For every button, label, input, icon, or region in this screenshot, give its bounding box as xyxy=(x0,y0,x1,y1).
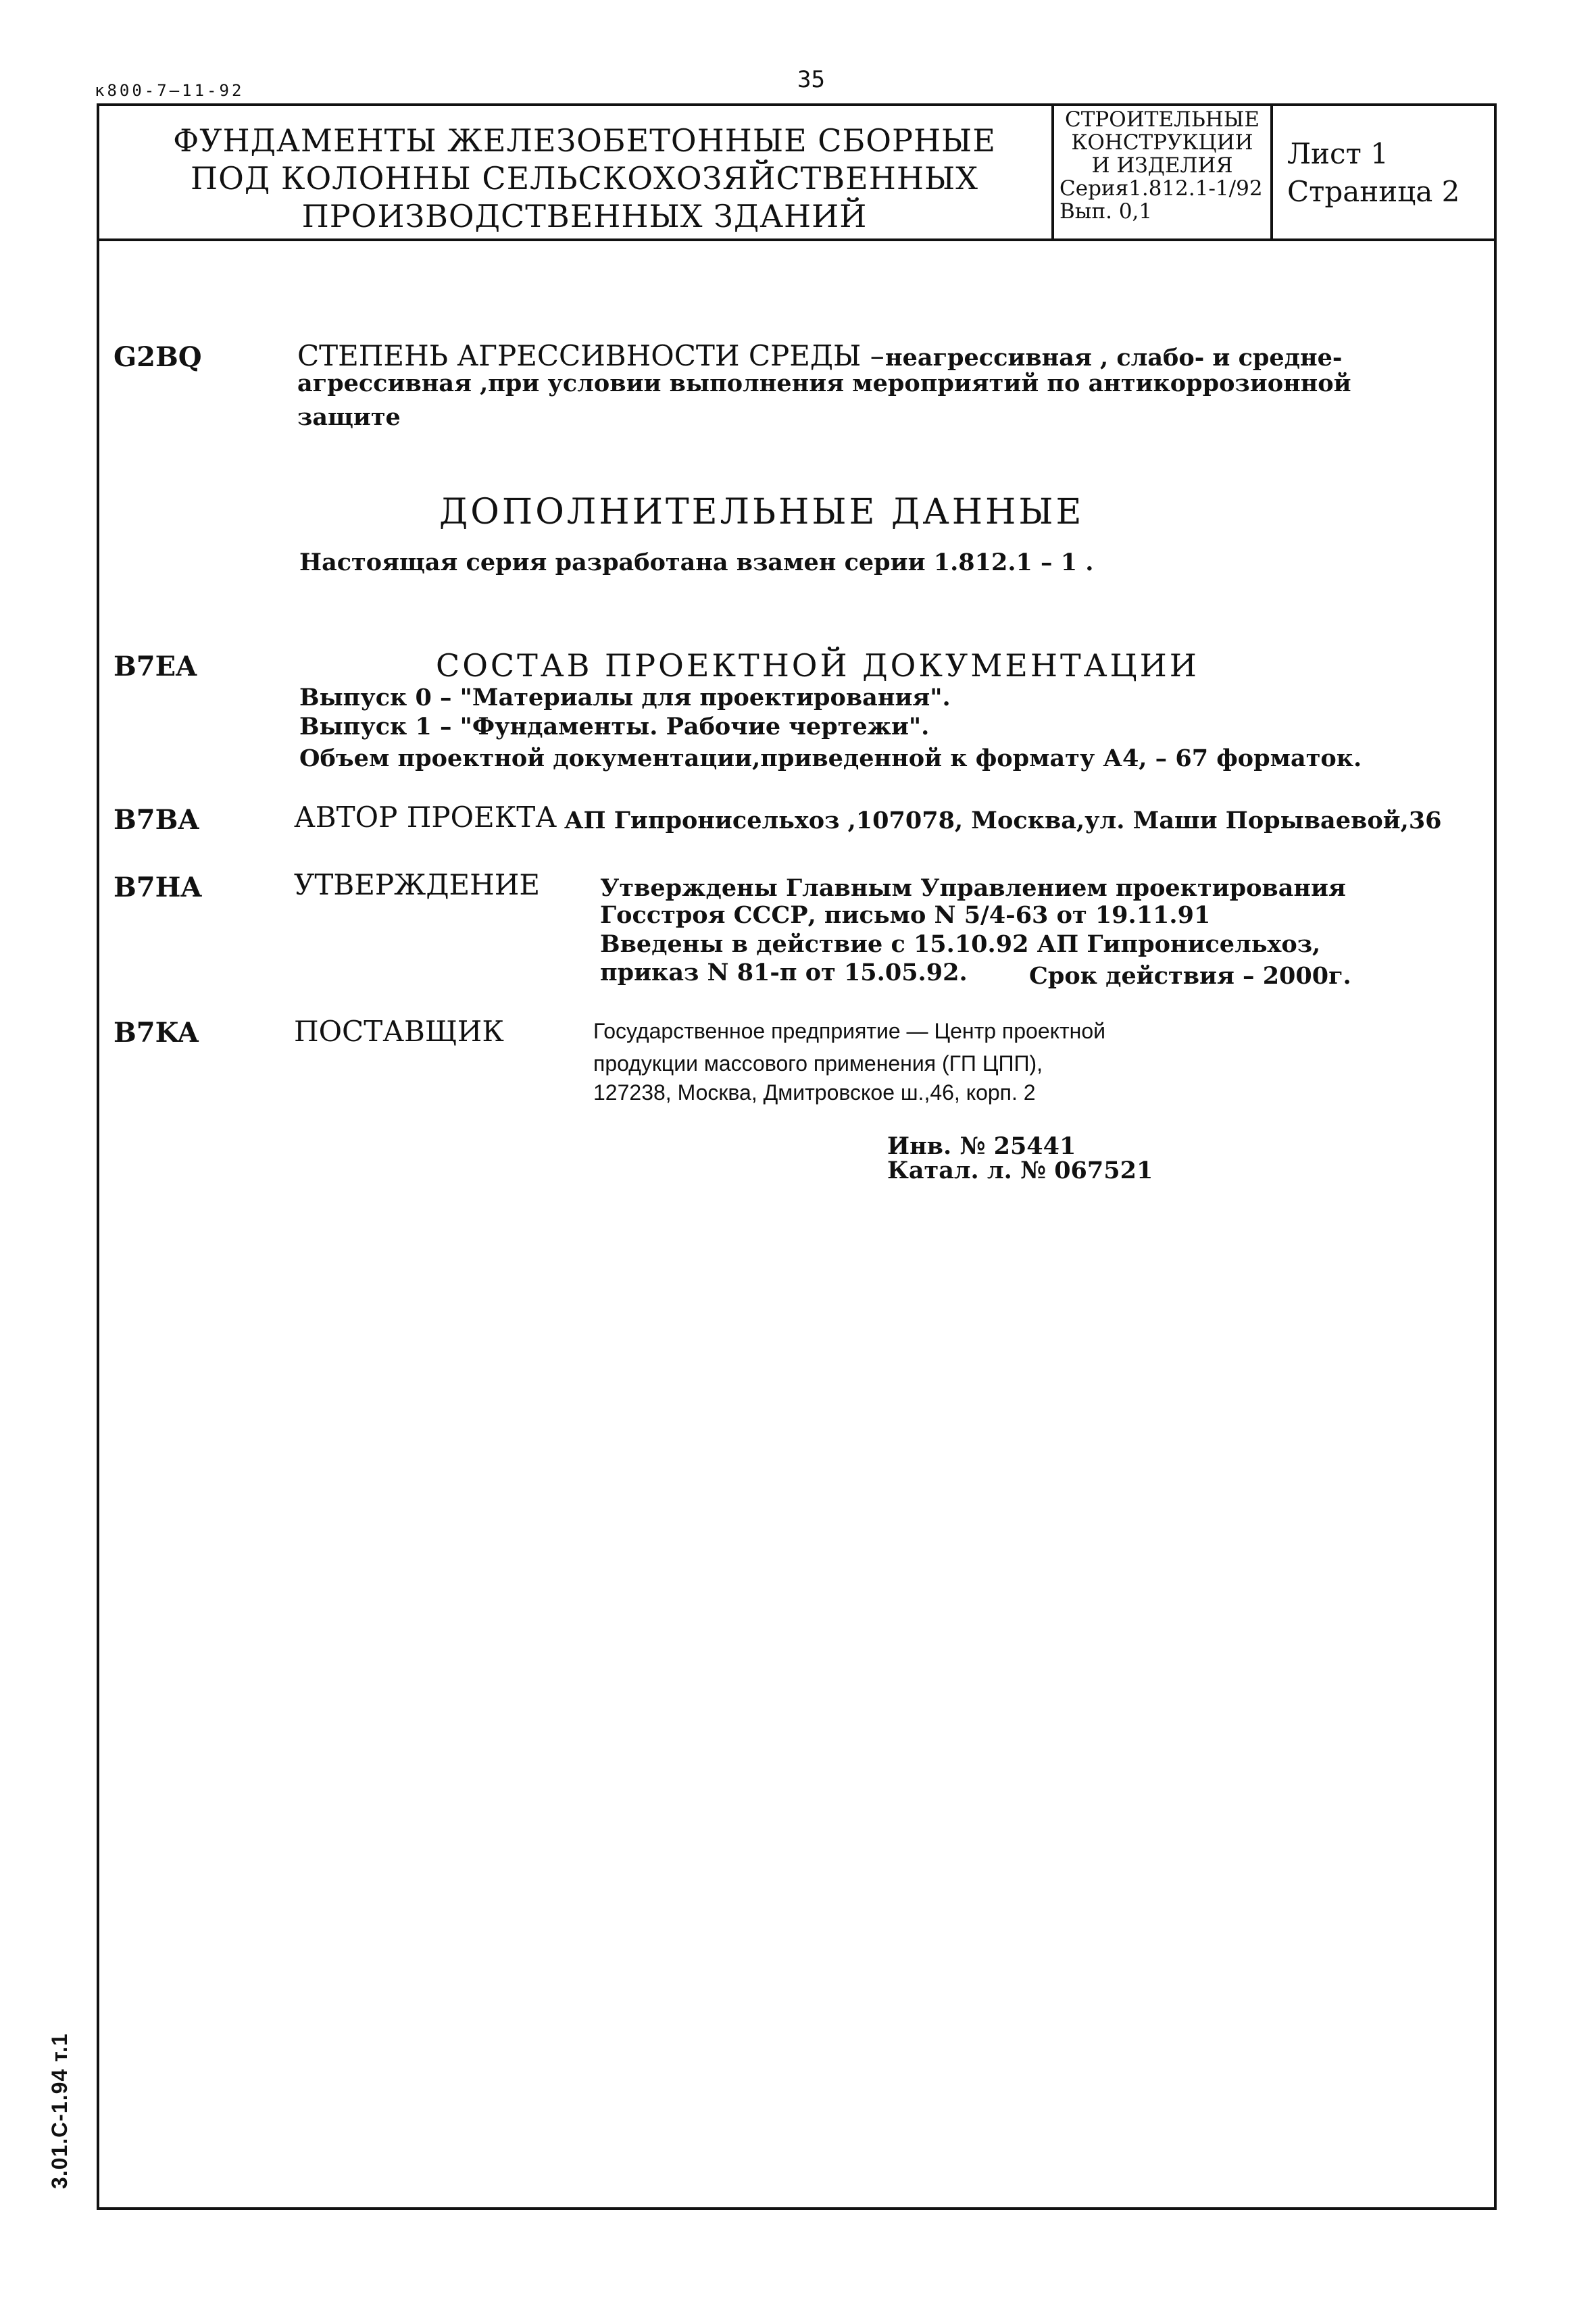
field-label-approval: УТВЕРЖДЕНИЕ xyxy=(294,868,541,901)
sidebar-catalog-code: 3.01.С-1.94 т.1 xyxy=(47,2033,72,2189)
field-text-line: неагрессивная , слабо- и средне- xyxy=(885,344,1343,372)
document-code: к800-7—11-92 xyxy=(95,81,245,100)
page-label: Страница 2 xyxy=(1287,175,1460,208)
header-column-divider xyxy=(1270,103,1273,238)
approval-line: приказ N 81-п от 15.05.92. xyxy=(600,959,968,986)
supplier-line: продукции массового применения (ГП ЦПП), xyxy=(593,1051,1043,1076)
field-code-b7ha: B7HA xyxy=(114,872,202,903)
title-line: ФУНДАМЕНТЫ ЖЕЛЕЗОБЕТОННЫЕ СБОРНЫЕ xyxy=(173,122,996,159)
field-code-b7ka: B7KA xyxy=(114,1017,199,1049)
sheet-label: Лист 1 xyxy=(1287,137,1389,170)
section-heading-documentation: СОСТАВ ПРОЕКТНОЙ ДОКУМЕНТАЦИИ xyxy=(436,647,1199,684)
field-code-b7ba: B7BA xyxy=(114,804,199,836)
supplier-line: 127238, Москва, Дмитровское ш.,46, корп. 2 xyxy=(593,1080,1036,1105)
category-line: И ИЗДЕЛИЯ xyxy=(1091,153,1233,178)
category-line: СТРОИТЕЛЬНЫЕ xyxy=(1065,107,1260,132)
sheet-box xyxy=(1287,135,1460,211)
catalog-sheet-number: Катал. л. № 067521 xyxy=(887,1157,1153,1184)
approval-line: Утверждены Главным Управлением проектирования xyxy=(600,874,1346,902)
document-title xyxy=(135,122,1034,235)
approval-line: Введены в действие с 15.10.92 АП Гипронисельхоз, xyxy=(600,930,1321,958)
series-box xyxy=(1054,108,1270,223)
supplier-line: Государственное предприятие — Центр проектной xyxy=(593,1019,1105,1043)
title-line: ПРОИЗВОДСТВЕННЫХ ЗДАНИЙ xyxy=(301,198,868,234)
field-label-author: АВТОР ПРОЕКТА xyxy=(294,801,557,834)
documentation-line: Выпуск 0 – "Материалы для проектирования". xyxy=(299,684,951,711)
series-number: Серия1.812.1-1/92 xyxy=(1059,176,1263,201)
approval-line: Госстроя СССР, письмо N 5/4-63 от 19.11.91 xyxy=(600,901,1211,929)
additional-text: Настоящая серия разработана взамен серии 1.812.1 – 1 . xyxy=(299,549,1094,576)
category-line: КОНСТРУКЦИИ xyxy=(1071,130,1253,155)
header-divider xyxy=(97,238,1497,241)
page-number: 35 xyxy=(797,66,825,93)
field-text-line: агрессивная ,при условии выполнения мероприятий по антикоррозионной xyxy=(297,370,1351,397)
issue-number: Вып. 0,1 xyxy=(1059,199,1153,224)
author-text: АП Гипронисельхоз ,107078, Москва,ул. Маши Порываевой,36 xyxy=(564,807,1442,834)
field-text-line: защите xyxy=(297,403,401,431)
section-heading-additional: ДОПОЛНИТЕЛЬНЫЕ ДАННЫЕ xyxy=(439,492,1084,532)
field-code-b7ea: B7EA xyxy=(114,651,197,682)
documentation-line: Выпуск 1 – "Фундаменты. Рабочие чертежи". xyxy=(299,713,930,740)
validity-period: Срок действия – 2000г. xyxy=(1029,962,1351,990)
field-code-g2bq: G2BQ xyxy=(114,341,202,373)
field-label-aggressiveness: СТЕПЕНЬ АГРЕССИВНОСТИ СРЕДЫ – xyxy=(297,339,884,372)
documentation-line: Объем проектной документации,приведенной к формату А4, – 67 форматок. xyxy=(299,745,1362,772)
inventory-number: Инв. № 25441 xyxy=(887,1132,1076,1160)
field-label-supplier: ПОСТАВЩИК xyxy=(294,1015,504,1048)
title-line: ПОД КОЛОННЫ СЕЛЬСКОХОЗЯЙСТВЕННЫХ xyxy=(191,160,978,197)
